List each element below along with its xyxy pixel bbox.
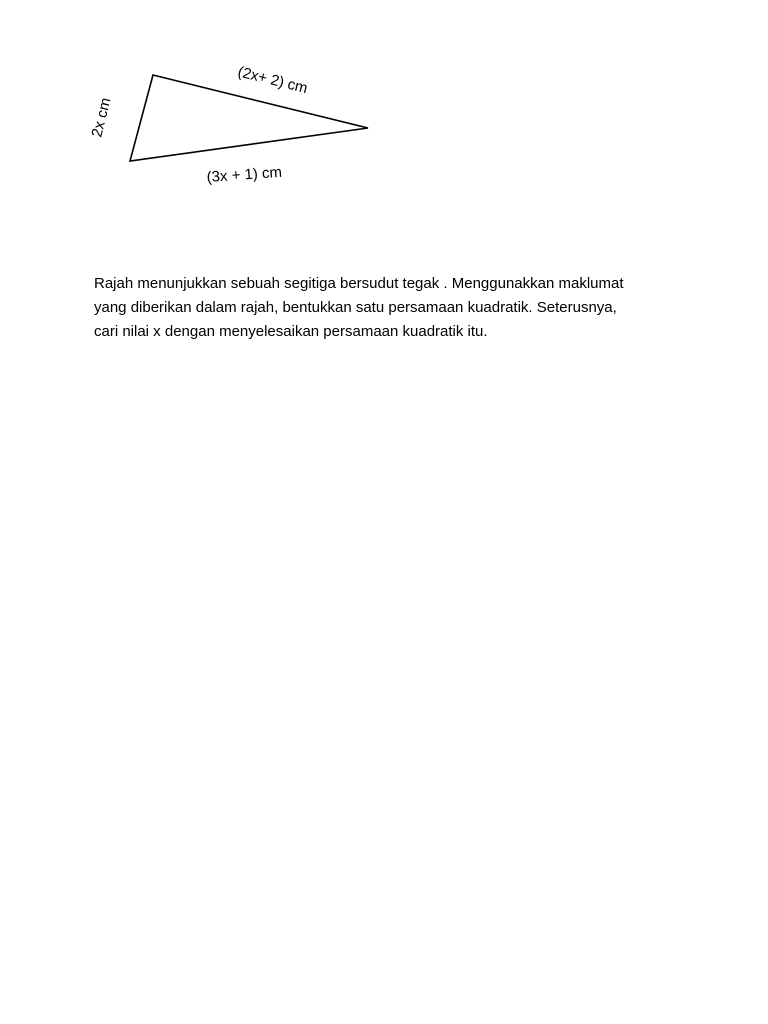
- base-label: (3x + 1) cm: [206, 163, 283, 186]
- hypotenuse-label: (2x+ 2) cm: [236, 63, 310, 98]
- right-triangle-shape: [130, 75, 368, 161]
- question-line-1: Rajah menunjukkan sebuah segitiga bersudut tegak . Menggunakkan maklumat: [94, 275, 624, 292]
- question-line-2: yang diberikan dalam rajah, bentukkan satu persamaan kuadratik. Seterusnya,: [94, 299, 617, 316]
- question-text: [94, 272, 694, 344]
- triangle-figure: [0, 0, 420, 210]
- short-side-label: 2x cm: [88, 96, 115, 139]
- question-line-3: cari nilai x dengan menyelesaikan persamaan kuadratik itu.: [94, 323, 488, 340]
